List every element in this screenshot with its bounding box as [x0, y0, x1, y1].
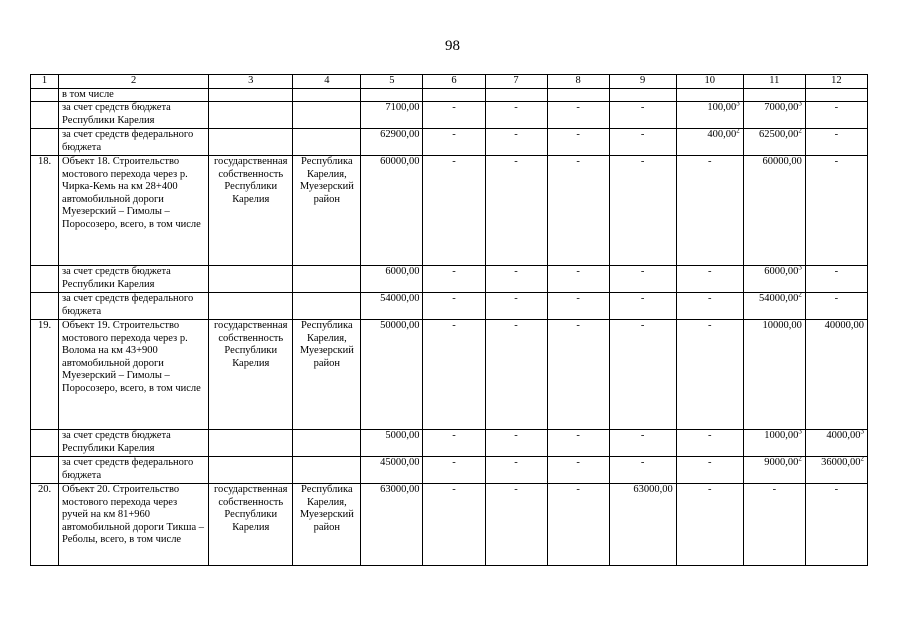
total-value — [361, 457, 423, 484]
value-col-8 — [547, 156, 609, 266]
cell-text: - — [707, 156, 712, 167]
cell-text: - — [834, 129, 839, 140]
total-value — [361, 320, 423, 430]
footnote-marker: 2 — [736, 128, 740, 135]
footnote-marker: 3 — [798, 265, 802, 272]
value-col-7 — [485, 457, 547, 484]
value-col-6 — [423, 484, 485, 566]
value-col-8 — [547, 484, 609, 566]
value-col-9 — [609, 430, 676, 457]
cell-text: - — [640, 102, 645, 113]
value-col-8 — [547, 102, 609, 129]
value-col-11 — [743, 293, 805, 320]
column-header: 10 — [676, 75, 743, 89]
page-number: 98 — [445, 38, 460, 54]
value-col-12 — [805, 293, 867, 320]
row-number — [31, 129, 59, 156]
budget-table — [30, 74, 868, 566]
value-col-6 — [423, 457, 485, 484]
row-number — [31, 102, 59, 129]
value-col-7 — [485, 266, 547, 293]
value-col-11 — [743, 266, 805, 293]
cell-text: - — [834, 102, 839, 113]
value-col-10 — [676, 102, 743, 129]
location — [293, 484, 361, 566]
cell-text: - — [576, 430, 580, 441]
value-col-7 — [485, 129, 547, 156]
value-col-6 — [423, 320, 485, 430]
cell-text: - — [834, 266, 839, 277]
column-header: 9 — [609, 75, 676, 89]
cell-text: Объект 20. Строительство мостового перехода через ручей на км 81+960 автомобильной дороги Тикша – Реболы, всего, в том числе — [62, 484, 205, 545]
object-name — [59, 102, 209, 129]
cell-text: - — [640, 430, 645, 441]
total-value — [361, 266, 423, 293]
value-col-11 — [743, 457, 805, 484]
location — [293, 293, 361, 320]
value-col-8 — [547, 129, 609, 156]
cell-text: - — [452, 102, 456, 113]
total-value — [361, 88, 423, 102]
table-row — [31, 156, 868, 266]
cell-text: - — [576, 102, 580, 113]
cell-text: 10000,00 — [762, 320, 802, 331]
cell-text: 20. — [37, 484, 52, 495]
total-value — [361, 102, 423, 129]
row-number — [31, 484, 59, 566]
cell-text: - — [640, 156, 645, 167]
value-col-8 — [547, 293, 609, 320]
value-col-9 — [609, 484, 676, 566]
location — [293, 129, 361, 156]
value-col-7 — [485, 430, 547, 457]
ownership — [209, 320, 293, 430]
column-header: 6 — [423, 75, 485, 89]
ownership — [209, 430, 293, 457]
table-row — [31, 320, 868, 430]
cell-text: - — [576, 320, 580, 331]
value-col-8 — [547, 88, 609, 102]
cell-text: - — [576, 293, 580, 304]
cell-text: - — [452, 266, 456, 277]
value-col-9 — [609, 156, 676, 266]
table-row — [31, 129, 868, 156]
value-col-11 — [743, 484, 805, 566]
row-number — [31, 457, 59, 484]
footnote-marker: 2 — [860, 456, 864, 463]
cell-text: - — [640, 129, 645, 140]
cell-text: за счет средств бюджета Республики Карелия — [62, 430, 171, 454]
value-col-6 — [423, 102, 485, 129]
cell-text: - — [514, 266, 518, 277]
cell-text: 60000,00 — [380, 156, 420, 167]
cell-text: за счет средств федерального бюджета — [62, 293, 194, 317]
value-col-12 — [805, 102, 867, 129]
value-col-10 — [676, 430, 743, 457]
value-col-11 — [743, 102, 805, 129]
cell-text: - — [576, 457, 580, 468]
cell-text: - — [834, 156, 839, 167]
value-col-6 — [423, 88, 485, 102]
value-col-7 — [485, 102, 547, 129]
cell-text: 36000,00 — [821, 457, 861, 468]
cell-text: - — [576, 266, 580, 277]
cell-text: - — [514, 129, 518, 140]
value-col-10 — [676, 129, 743, 156]
cell-text: 54000,00 — [758, 293, 799, 304]
cell-text: - — [452, 457, 456, 468]
cell-text: 62900,00 — [380, 129, 420, 140]
value-col-7 — [485, 484, 547, 566]
value-col-9 — [609, 88, 676, 102]
object-name — [59, 484, 209, 566]
cell-text: 50000,00 — [380, 320, 420, 331]
cell-text: - — [640, 293, 645, 304]
value-col-12 — [805, 266, 867, 293]
value-col-10 — [676, 320, 743, 430]
value-col-6 — [423, 293, 485, 320]
value-col-7 — [485, 88, 547, 102]
cell-text: 63000,00 — [633, 484, 673, 495]
value-col-9 — [609, 129, 676, 156]
ownership — [209, 266, 293, 293]
location — [293, 266, 361, 293]
total-value — [361, 430, 423, 457]
cell-text: - — [452, 293, 456, 304]
cell-text: 400,00 — [707, 129, 737, 140]
object-name — [59, 320, 209, 430]
value-col-8 — [547, 457, 609, 484]
ownership — [209, 156, 293, 266]
column-header: 1 — [31, 75, 59, 89]
ownership — [209, 102, 293, 129]
table-row — [31, 102, 868, 129]
ownership — [209, 88, 293, 102]
total-value — [361, 156, 423, 266]
value-col-11 — [743, 320, 805, 430]
cell-text: Объект 18. Строительство мостового перехода через р. Чирка-Кемь на км 28+400 автомобильной дороги Муезерский – Гимолы – Поросозеро, всего, в том числе — [62, 156, 201, 230]
value-col-12 — [805, 457, 867, 484]
cell-text: 5000,00 — [385, 430, 420, 441]
location — [293, 320, 361, 430]
value-col-10 — [676, 484, 743, 566]
cell-text: - — [707, 320, 712, 331]
footnote-marker: 2 — [798, 128, 802, 135]
footnote-marker: 2 — [798, 292, 802, 299]
cell-text: - — [514, 293, 518, 304]
total-value — [361, 129, 423, 156]
value-col-12 — [805, 484, 867, 566]
row-number — [31, 88, 59, 102]
cell-text: - — [514, 102, 518, 113]
value-col-10 — [676, 88, 743, 102]
object-name — [59, 457, 209, 484]
cell-text: Объект 19. Строительство мостового перехода через р. Волома на км 43+900 автомобильной дороги Муезерский – Гимолы – Поросозеро, всего, в том числе — [62, 320, 201, 394]
table-row — [31, 293, 868, 320]
cell-text: 4000,00 — [826, 430, 861, 441]
table-row — [31, 266, 868, 293]
cell-text: 45000,00 — [380, 457, 420, 468]
location — [293, 156, 361, 266]
cell-text: - — [452, 430, 456, 441]
cell-text: - — [452, 320, 456, 331]
cell-text: - — [576, 156, 580, 167]
cell-text: 60000,00 — [762, 156, 802, 167]
ownership — [209, 293, 293, 320]
cell-text: государственная собственность Республики Карелия — [214, 156, 288, 205]
table-row — [31, 88, 868, 102]
ownership — [209, 484, 293, 566]
cell-text: - — [707, 484, 712, 495]
cell-text: - — [640, 457, 645, 468]
value-col-9 — [609, 457, 676, 484]
cell-text: за счет средств федерального бюджета — [62, 129, 194, 153]
cell-text: Республика Карелия, Муезерский район — [299, 156, 354, 205]
value-col-6 — [423, 156, 485, 266]
cell-text: - — [834, 293, 839, 304]
cell-text: государственная собственность Республики Карелия — [214, 320, 288, 369]
value-col-8 — [547, 320, 609, 430]
value-col-7 — [485, 293, 547, 320]
value-col-12 — [805, 320, 867, 430]
location — [293, 88, 361, 102]
cell-text: - — [640, 266, 645, 277]
value-col-10 — [676, 266, 743, 293]
column-header: 2 — [59, 75, 209, 89]
location — [293, 430, 361, 457]
cell-text: - — [640, 320, 645, 331]
cell-text: - — [707, 293, 712, 304]
cell-text: - — [514, 430, 518, 441]
cell-text: - — [452, 484, 456, 495]
row-number — [31, 320, 59, 430]
value-col-9 — [609, 102, 676, 129]
value-col-6 — [423, 266, 485, 293]
column-header: 3 — [209, 75, 293, 89]
total-value — [361, 484, 423, 566]
table-row — [31, 484, 868, 566]
cell-text: 40000,00 — [824, 320, 864, 331]
value-col-12 — [805, 156, 867, 266]
value-col-11 — [743, 129, 805, 156]
cell-text: 100,00 — [707, 102, 737, 113]
column-header: 11 — [743, 75, 805, 89]
column-header: 7 — [485, 75, 547, 89]
footnote-marker: 2 — [798, 456, 802, 463]
value-col-12 — [805, 129, 867, 156]
cell-text: в том числе — [62, 88, 114, 100]
footnote-marker: 3 — [736, 101, 740, 108]
footnote-marker: 3 — [860, 429, 864, 436]
value-col-6 — [423, 129, 485, 156]
table-body — [31, 88, 868, 566]
row-number — [31, 430, 59, 457]
value-col-8 — [547, 430, 609, 457]
value-col-8 — [547, 266, 609, 293]
value-col-9 — [609, 320, 676, 430]
cell-text: 6000,00 — [385, 266, 420, 277]
cell-text: за счет средств бюджета Республики Карелия — [62, 102, 171, 126]
value-col-7 — [485, 156, 547, 266]
cell-text: - — [772, 484, 777, 495]
value-col-12 — [805, 88, 867, 102]
cell-text: государственная собственность Республики Карелия — [214, 484, 288, 533]
ownership — [209, 457, 293, 484]
cell-text: 19. — [37, 320, 52, 331]
table-row — [31, 457, 868, 484]
value-col-10 — [676, 156, 743, 266]
cell-text: - — [452, 156, 456, 167]
cell-text: - — [707, 266, 712, 277]
ownership — [209, 129, 293, 156]
value-col-9 — [609, 266, 676, 293]
cell-text: - — [707, 430, 712, 441]
cell-text: - — [514, 320, 518, 331]
cell-text: 54000,00 — [380, 293, 420, 304]
cell-text: за счет средств федерального бюджета — [62, 457, 194, 481]
value-col-7 — [485, 320, 547, 430]
cell-text: 9000,00 — [764, 457, 799, 468]
row-number — [31, 293, 59, 320]
column-header: 12 — [805, 75, 867, 89]
object-name — [59, 156, 209, 266]
value-col-12 — [805, 430, 867, 457]
table-row — [31, 430, 868, 457]
value-col-11 — [743, 156, 805, 266]
cell-text: 62500,00 — [758, 129, 799, 140]
row-number — [31, 266, 59, 293]
object-name — [59, 88, 209, 102]
value-col-11 — [743, 88, 805, 102]
cell-text: - — [576, 484, 580, 495]
cell-text: 63000,00 — [380, 484, 420, 495]
value-col-6 — [423, 430, 485, 457]
cell-text: Республика Карелия, Муезерский район — [299, 484, 354, 533]
cell-text: - — [514, 484, 518, 495]
value-col-9 — [609, 293, 676, 320]
object-name — [59, 266, 209, 293]
cell-text: 1000,00 — [764, 430, 799, 441]
column-header: 5 — [361, 75, 423, 89]
cell-text: - — [834, 484, 839, 495]
value-col-11 — [743, 430, 805, 457]
cell-text: 7000,00 — [764, 102, 799, 113]
cell-text: - — [707, 457, 712, 468]
footnote-marker: 3 — [798, 429, 802, 436]
cell-text: 7100,00 — [385, 102, 420, 113]
total-value — [361, 293, 423, 320]
cell-text: 6000,00 — [764, 266, 799, 277]
object-name — [59, 430, 209, 457]
column-header: 8 — [547, 75, 609, 89]
cell-text: - — [452, 129, 456, 140]
location — [293, 457, 361, 484]
location — [293, 102, 361, 129]
row-number — [31, 156, 59, 266]
object-name — [59, 129, 209, 156]
footnote-marker: 3 — [798, 101, 802, 108]
value-col-10 — [676, 293, 743, 320]
cell-text: Республика Карелия, Муезерский район — [299, 320, 354, 369]
object-name — [59, 293, 209, 320]
cell-text: за счет средств бюджета Республики Карелия — [62, 266, 171, 290]
cell-text: - — [514, 156, 518, 167]
cell-text: - — [576, 129, 580, 140]
cell-text: - — [514, 457, 518, 468]
value-col-10 — [676, 457, 743, 484]
column-header: 4 — [293, 75, 361, 89]
header-row — [31, 75, 868, 89]
cell-text: 18. — [37, 156, 52, 167]
